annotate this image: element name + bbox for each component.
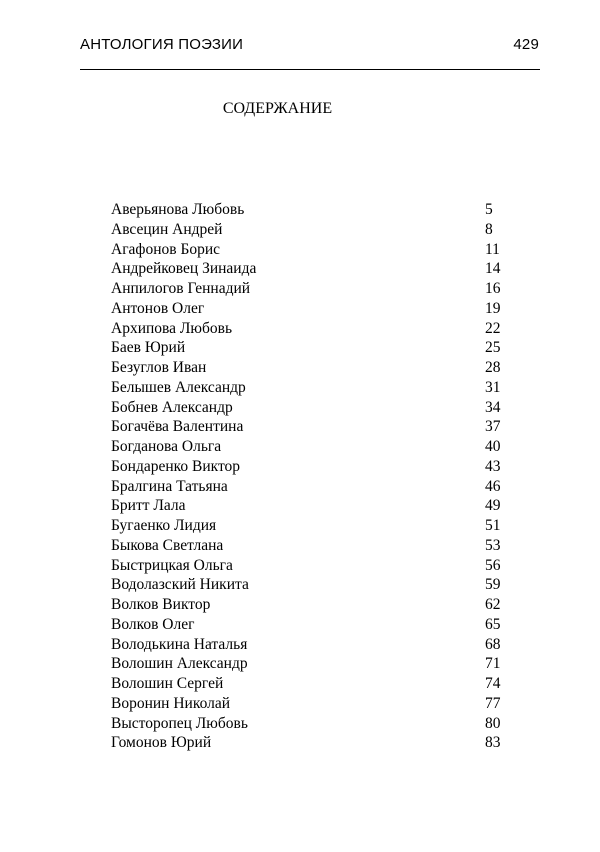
- toc-entry-page: 51: [485, 517, 501, 534]
- toc-entry-name: Анпилогов Геннадий: [111, 280, 251, 297]
- toc-entry: [111, 319, 511, 339]
- toc-entry: [111, 635, 511, 655]
- toc-entry-name: Высторопец Любовь: [111, 714, 248, 732]
- toc-entry: [111, 575, 511, 595]
- toc-entry: [111, 220, 511, 240]
- toc-entry-name: Волков Олег: [111, 615, 195, 633]
- toc-entry: [111, 299, 511, 319]
- toc-entry-name: Водолазский Никита: [111, 576, 249, 594]
- toc-entry: [111, 200, 511, 220]
- toc-entry: [111, 714, 511, 734]
- toc-entry-name: Бобнев Александр: [111, 398, 233, 416]
- toc-entry-page: 43: [485, 457, 501, 475]
- toc-entry: [111, 358, 511, 378]
- toc-entry-name: Баев Юрий: [111, 339, 186, 357]
- toc-entry-name: Бугаенко Лидия: [111, 517, 217, 534]
- toc-entry-name: Белышев Александр: [111, 378, 246, 396]
- toc-entry: [111, 457, 511, 477]
- toc-entry: [111, 615, 511, 635]
- toc-entry: [111, 417, 511, 437]
- toc-entry-name: Волошин Сергей: [111, 675, 224, 692]
- toc-entry-page: 56: [485, 556, 501, 574]
- toc-entry-page: 5: [485, 201, 493, 218]
- toc-entry-page: 14: [485, 260, 501, 278]
- toc-entry-page: 62: [485, 596, 501, 613]
- toc-entry-page: 68: [485, 635, 501, 653]
- toc-entry-page: 71: [485, 655, 501, 673]
- toc-entry: [111, 654, 511, 674]
- toc-entry: [111, 398, 511, 418]
- book-title: АНТОЛОГИЯ ПОЭЗИИ: [80, 36, 244, 53]
- toc-entry: [111, 674, 511, 694]
- toc-entry-page: 37: [485, 418, 501, 436]
- toc-entry-name: Бралгина Татьяна: [111, 477, 228, 495]
- toc-entry-page: 31: [485, 378, 501, 396]
- toc-entry-page: 65: [485, 615, 501, 633]
- toc-entry-page: 11: [485, 240, 500, 258]
- toc-entry-name: Быстрицкая Ольга: [111, 556, 233, 574]
- page-number: 429: [513, 36, 539, 53]
- toc-entry-name: Быкова Светлана: [111, 536, 224, 554]
- toc-list: [111, 200, 511, 753]
- toc-entry-page: 28: [485, 359, 501, 376]
- toc-entry: [111, 240, 511, 260]
- toc-entry-name: Андрейковец Зинаида: [111, 260, 257, 278]
- toc-entry-name: Бондаренко Виктор: [111, 457, 241, 475]
- toc-entry-page: 8: [485, 220, 493, 238]
- toc-entry: [111, 496, 511, 516]
- toc-entry-page: 59: [485, 576, 501, 594]
- toc-entry-page: 77: [485, 694, 501, 712]
- toc-entry: [111, 516, 511, 536]
- toc-entry-name: Богачёва Валентина: [111, 418, 244, 436]
- toc-entry: [111, 437, 511, 457]
- toc-entry-page: 19: [485, 299, 501, 317]
- toc-entry-name: Антонов Олег: [111, 299, 205, 317]
- toc-entry-page: 46: [485, 477, 501, 495]
- toc-entry-name: Бритт Лала: [111, 497, 186, 515]
- toc-entry: [111, 536, 511, 556]
- toc-entry-page: 16: [485, 280, 501, 297]
- toc-entry-name: Богданова Ольга: [111, 438, 222, 455]
- toc-entry-name: Воронин Николай: [111, 694, 231, 712]
- toc-entry-page: 74: [485, 675, 501, 692]
- toc-entry: [111, 595, 511, 615]
- toc-entry: [111, 733, 511, 753]
- header-rule: [80, 69, 540, 70]
- toc-entry-page: 83: [485, 734, 501, 752]
- toc-entry-page: 40: [485, 438, 501, 455]
- toc-entry-name: Аверьянова Любовь: [111, 201, 245, 218]
- toc-entry: [111, 694, 511, 714]
- toc-entry-page: 25: [485, 339, 501, 357]
- toc-entry-name: Агафонов Борис: [111, 240, 221, 258]
- toc-entry-page: 80: [485, 714, 501, 732]
- toc-entry-page: 49: [485, 497, 501, 515]
- toc-entry-name: Безуглов Иван: [111, 359, 207, 376]
- running-head: [80, 36, 540, 58]
- toc-entry: [111, 556, 511, 576]
- toc-entry-name: Архипова Любовь: [111, 319, 233, 337]
- toc-entry: [111, 338, 511, 358]
- toc-entry-name: Авсецин Андрей: [111, 220, 223, 238]
- toc-entry: [111, 477, 511, 497]
- toc-heading: СОДЕРЖАНИЕ: [222, 100, 333, 117]
- toc-entry-name: Володькина Наталья: [111, 635, 248, 653]
- toc-entry-name: Гомонов Юрий: [111, 734, 212, 752]
- toc-entry-name: Волков Виктор: [111, 596, 211, 613]
- toc-entry: [111, 279, 511, 299]
- toc-entry-page: 53: [485, 536, 501, 554]
- toc-entry-page: 34: [485, 398, 501, 416]
- toc-entry-name: Волошин Александр: [111, 655, 248, 673]
- toc-entry-page: 22: [485, 319, 501, 337]
- toc-entry: [111, 259, 511, 279]
- toc-entry: [111, 378, 511, 398]
